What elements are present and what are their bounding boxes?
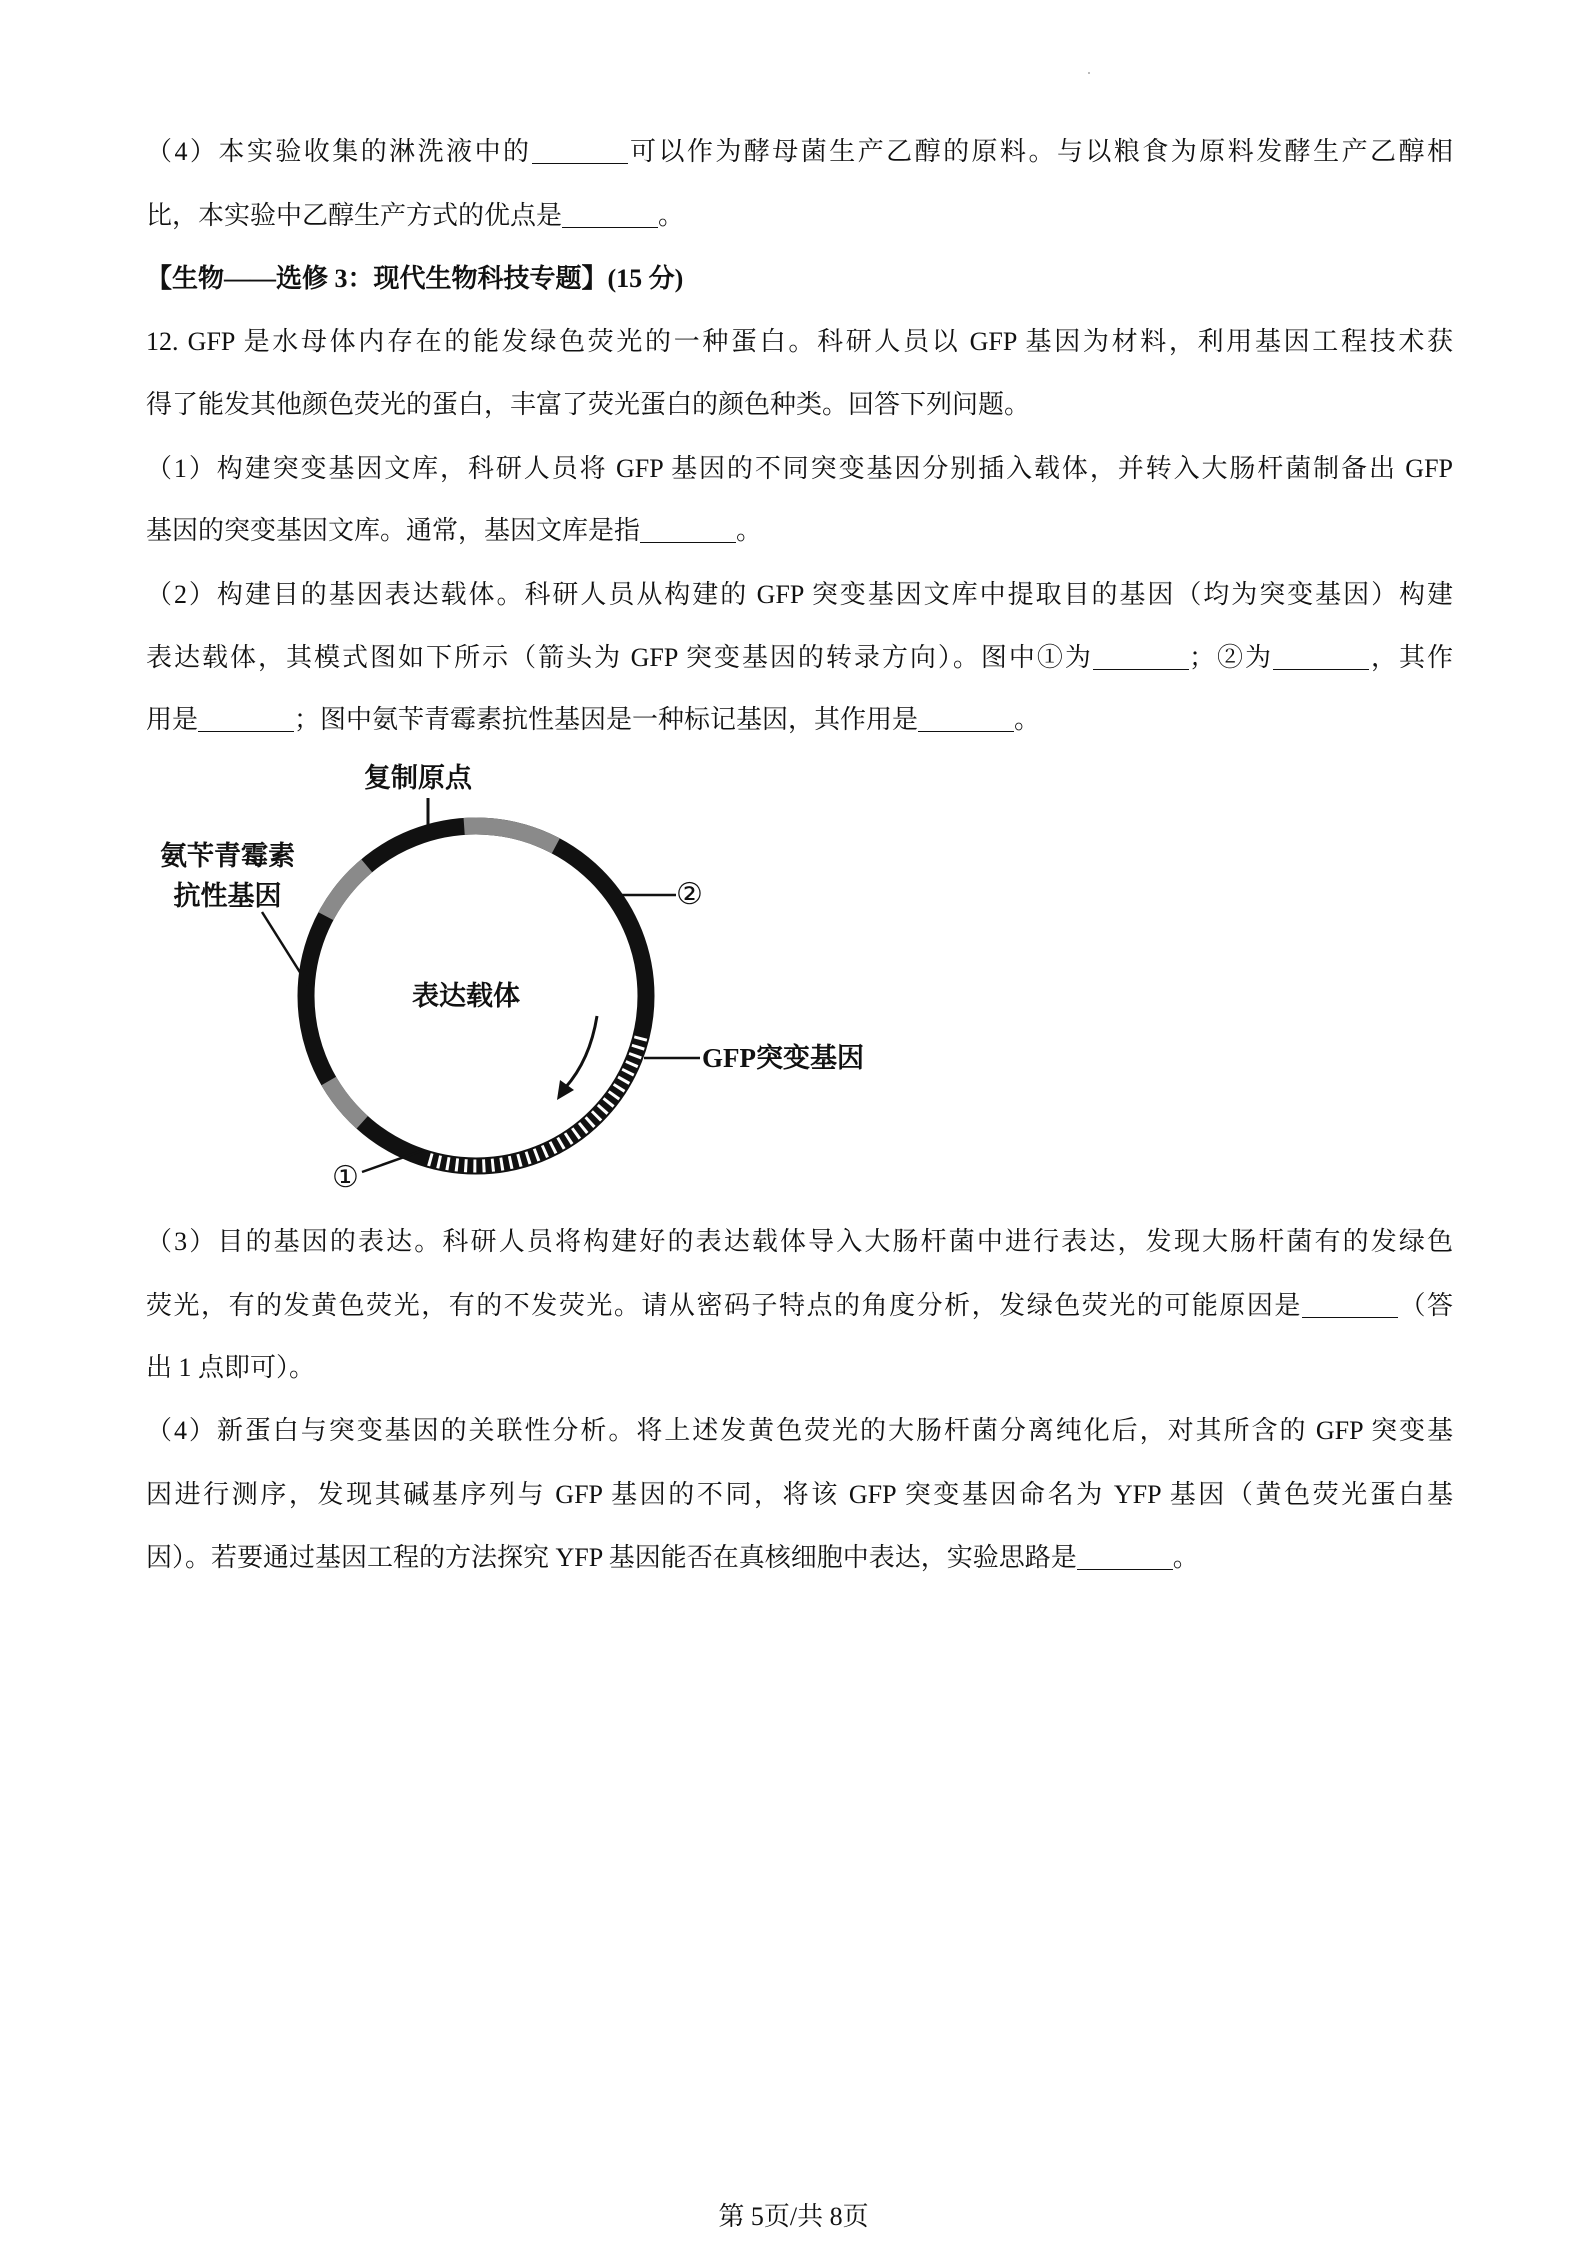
gfp-mutant-gene-segment [423, 1037, 640, 1166]
marker-2-label: ② [676, 878, 703, 911]
text-segment: 表达载体，其模式图如下所示（箭头为 GFP 突变基因的转录方向）。图中①为 [146, 643, 1093, 672]
text-line [146, 1475, 1453, 1515]
text-line [146, 385, 1453, 425]
text-segment: 荧光，有的发黄色荧光，有的不发荧光。请从密码子特点的角度分析，发绿色荧光的可能原因是 [146, 1291, 1302, 1320]
text-line [146, 1411, 1453, 1451]
amp-label-line1: 氨苄青霉素 [160, 841, 295, 871]
text-segment: 用是 [146, 705, 199, 734]
answer-blank [1093, 643, 1189, 670]
text-line [146, 449, 1453, 489]
text-segment: （3）目的基因的表达。科研人员将构建好的表达载体导入大肠杆菌中进行表达，发现大肠杆菌有的发绿色 [146, 1227, 1453, 1256]
label1-leader-line [362, 1150, 424, 1172]
text-segment: 得了能发其他颜色荧光的蛋白，丰富了荧光蛋白的颜色种类。回答下列问题。 [146, 390, 1031, 419]
text-line [146, 196, 1453, 236]
text-segment: （2）构建目的基因表达载体。科研人员从构建的 GFP 突变基因文库中提取目的基因（均为突变基因）构建 [146, 580, 1453, 609]
text-segment: 。 [736, 516, 763, 545]
text-segment: 出 1 点即可）。 [146, 1353, 316, 1382]
text-line [146, 575, 1453, 615]
amp-resistance-segment [326, 866, 367, 916]
text-segment: （4）新蛋白与突变基因的关联性分析。将上述发黄色荧光的大肠杆菌分离纯化后，对其所含的 GFP 突变基 [146, 1416, 1453, 1445]
origin-label: 复制原点 [364, 763, 472, 793]
answer-blank [532, 137, 628, 164]
center-label: 表达载体 [412, 981, 520, 1011]
scan-speck [1088, 72, 1090, 74]
text-segment: ；②为 [1188, 643, 1273, 672]
amp-resistance-label [160, 836, 295, 916]
section-heading [146, 259, 1453, 299]
answer-blank [1077, 1543, 1173, 1570]
amp-leader-line [262, 912, 308, 985]
text-segment: ；图中氨苄青霉素抗性基因是一种标记基因，其作用是 [294, 705, 919, 734]
amp-label-line2: 抗性基因 [173, 881, 282, 911]
text-line [146, 700, 1453, 740]
text-line [146, 322, 1453, 362]
text-segment: （答 [1397, 1291, 1453, 1320]
text-segment: （4）本实验收集的淋洗液中的 [146, 137, 532, 166]
answer-blank [1273, 643, 1369, 670]
origin-region-segment [464, 826, 556, 846]
text-segment: 基因的突变基因文库。通常，基因文库是指 [146, 516, 641, 545]
answer-blank [918, 705, 1014, 732]
text-segment: 【生物——选修 3：现代生物科技专题】(15 分) [146, 264, 684, 293]
lower-gray-segment [329, 1081, 362, 1122]
text-segment: 。 [1014, 705, 1041, 734]
answer-blank [640, 516, 736, 543]
text-segment: 。 [658, 201, 685, 230]
transcription-direction-arrow [565, 1016, 597, 1088]
page-number: 第 5页/共 8页 [718, 2202, 869, 2231]
text-line [146, 132, 1453, 172]
marker-1-label: ① [332, 1161, 359, 1194]
text-segment: 因进行测序，发现其碱基序列与 GFP 基因的不同，将该 GFP 突变基因命名为 YFP 基因（黄色荧光蛋白基 [146, 1480, 1453, 1509]
text-segment: 比，本实验中乙醇生产方式的优点是 [146, 201, 563, 230]
text-line [146, 1286, 1453, 1326]
answer-blank [198, 705, 294, 732]
text-segment: （1）构建突变基因文库，科研人员将 GFP 基因的不同突变基因分别插入载体，并转入大肠杆菌制备出 GFP [146, 454, 1453, 483]
text-segment: 12. GFP 是水母体内存在的能发绿色荧光的一种蛋白。科研人员以 GFP 基因为材料，利用基因工程技术获 [146, 327, 1453, 356]
text-segment: 因）。若要通过基因工程的方法探究 YFP 基因能否在真核细胞中表达，实验思路是 [146, 1543, 1077, 1572]
text-line [146, 1538, 1453, 1578]
text-segment: ，其作 [1368, 643, 1453, 672]
text-line [146, 638, 1453, 678]
answer-blank [1302, 1291, 1398, 1318]
text-segment: 。 [1172, 1543, 1199, 1572]
gene-label: GFP突变基因 [702, 1043, 864, 1073]
text-line [146, 1222, 1453, 1262]
text-line [146, 1348, 1453, 1388]
text-segment: 可以作为酵母菌生产乙醇的原料。与以粮食为原料发酵生产乙醇相 [627, 137, 1453, 166]
arrow-head-icon [557, 1080, 574, 1100]
answer-blank [562, 201, 658, 228]
text-line [146, 511, 1453, 551]
